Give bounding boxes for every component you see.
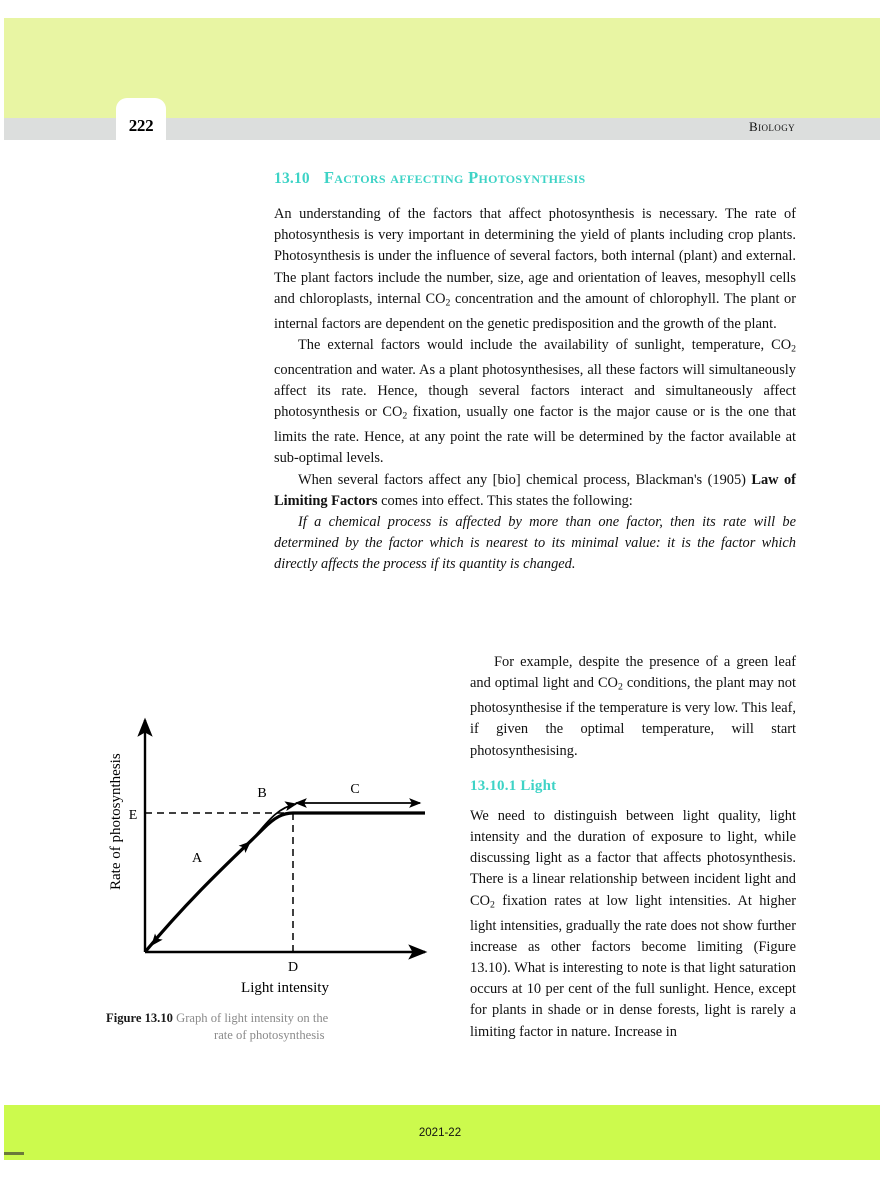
paragraph-2-part-a: The external factors would include the availability of sunlight, temperature, CO [298, 336, 792, 353]
footer-corner-mark [4, 1152, 24, 1155]
co2-subscript-1: 2 [445, 297, 451, 309]
page-left-margin [0, 0, 4, 1180]
paragraph-6-part-a: We need to distinguish between light quality, light intensity and the duration of exposure to light, while discussing light as a factor that affects photosynthesis. There is a linear relationship between incident light and CO [470, 807, 796, 909]
label-c: C [350, 782, 360, 797]
figure-caption-line2: rate of photosynthesis [214, 1027, 325, 1042]
paragraph-6-part-b: fixation rates at low light intensities. At higher light intensities, gradually the rate does not show further increase as other factors become limiting (Figure 13.10). What is interesting to note is that light saturation occurs at 10 per cent of the full sunlight. Hence, except for plants in shade or in dense forests, light is rarely a limiting factor in nature. Increase in [470, 892, 796, 1040]
co2-subscript-3: 2 [402, 411, 408, 423]
paragraph-2-part-b: concentration and water. As a plant photosynthesises, all these factors will simultaneously affect its rate. Hence, though several factors interact and simultaneously affect photosynthesis or CO [274, 361, 796, 421]
label-a: A [191, 851, 203, 866]
paragraph-5-part-b: conditions, the plant may not photosynthesise if the temperature is very low. This leaf, if given the optimal temperature, will start photosynthesising. [470, 675, 796, 759]
right-text-column [470, 652, 796, 1043]
co2-subscript-4: 2 [617, 681, 623, 693]
x-axis-label: Light intensity [241, 980, 329, 996]
paragraph-5 [470, 652, 796, 762]
photosynthesis-light-graph [100, 700, 440, 1000]
figure-caption-line1: Graph of light intensity on the [176, 1011, 329, 1025]
label-d: D [287, 960, 299, 975]
co2-subscript-2: 2 [791, 343, 796, 355]
y-axis-label: Rate of photosynthesis [108, 753, 124, 890]
footer-year: 2021-22 [418, 1127, 462, 1139]
co2-subscript-5: 2 [490, 899, 495, 911]
paragraph-1 [274, 204, 796, 335]
section-number: 13.10 [274, 170, 310, 187]
paragraph-6 [470, 806, 796, 1043]
law-statement-quote: If a chemical process is affected by more than one factor, then its rate will be determined by the factor which is nearest to its minimal value: it is the factor which directly affects the process if its quantity is changed. [274, 514, 796, 573]
figure-13-10 [100, 700, 440, 1000]
paragraph-3-part-b: comes into effect. This states the following: [377, 492, 633, 509]
article-body [274, 168, 796, 576]
photosynthesis-response-curve [145, 813, 425, 952]
paragraph-3-part-a: When several factors affect any [bio] chemical process, Blackman's (1905) [298, 471, 752, 488]
paragraph-1-part-b: concentration and the amount of chlorophyll. The plant or internal factors are dependent on the genetic predisposition and the growth of the plant. [274, 290, 796, 332]
label-b: B [257, 786, 267, 801]
section-heading [274, 168, 796, 188]
paragraph-2-part-c: fixation, usually one factor is the major cause or is the one that limits the rate. Hence, at any point the rate will be determined by the factor available at sub-optimal levels. [274, 404, 796, 467]
paragraph-3 [274, 470, 796, 512]
book-title: Biology [749, 119, 795, 134]
section-title: Factors affecting Photosynthesis [323, 168, 586, 187]
figure-caption-label: Figure 13.10 [106, 1011, 173, 1025]
subsection-heading: 13.10.1 Light [470, 777, 557, 794]
paragraph-2 [274, 335, 796, 470]
paragraph-5-part-a: For example, despite the presence of a green leaf and optimal light and CO [470, 654, 796, 692]
law-of-limiting-factors-term: Law of Limiting Factors [274, 471, 796, 509]
page-number: 222 [128, 116, 154, 135]
figure-caption [106, 1010, 436, 1043]
label-e: E [128, 808, 138, 823]
paragraph-1-part-a: An understanding of the factors that affect photosynthesis is necessary. The rate of photosynthesis is very important in determining the yield of plants including crop plants. Photosynthesis is under the influence of several factors, both internal (plant) and external. The plant factors include the number, size, age and orientation of leaves, mesophyll cells and chloroplasts, internal CO [274, 206, 796, 307]
